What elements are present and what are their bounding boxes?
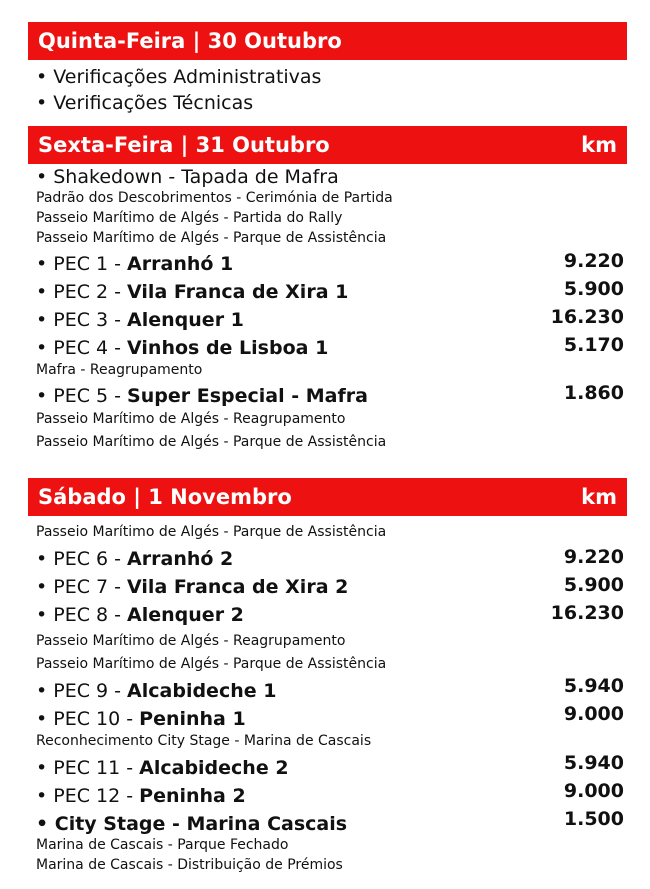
schedule-note: Marina de Cascais - Parque Fechado bbox=[36, 837, 289, 853]
schedule-note: Passeio Marítimo de Algés - Reagrupamento bbox=[36, 411, 346, 427]
stage-name: Vila Franca de Xira 1 bbox=[127, 281, 349, 303]
stage-name: Vinhos de Lisboa 1 bbox=[127, 337, 329, 359]
schedule-note: Passeio Marítimo de Algés - Parque de Assistência bbox=[36, 230, 387, 246]
thursday-header: Quinta-Feira | 30 Outubro bbox=[38, 29, 342, 53]
list-item: • Verificações Técnicas bbox=[36, 92, 254, 114]
stage-row bbox=[36, 311, 244, 330]
stage-name: Peninha 2 bbox=[139, 785, 246, 807]
stage-code: • PEC 12 - bbox=[36, 785, 140, 807]
stage-km: 9.000 bbox=[563, 703, 624, 725]
stage-row bbox=[36, 606, 244, 625]
stage-km: 5.900 bbox=[563, 574, 624, 596]
stage-row bbox=[36, 759, 289, 778]
shakedown-item: • Shakedown - Tapada de Mafra bbox=[36, 166, 339, 188]
stage-name: Alenquer 1 bbox=[127, 309, 244, 331]
stage-code: • PEC 11 - bbox=[36, 757, 140, 779]
stage-name: Super Especial - Mafra bbox=[127, 385, 368, 407]
stage-code: • PEC 4 - bbox=[36, 337, 128, 359]
stage-km: 9.000 bbox=[563, 780, 624, 802]
stage-name: Alenquer 2 bbox=[127, 604, 244, 626]
stage-row bbox=[36, 387, 368, 406]
stage-name: Alcabideche 1 bbox=[127, 680, 277, 702]
stage-code: • bbox=[36, 813, 55, 835]
stage-km: 5.170 bbox=[563, 334, 624, 356]
stage-code: • PEC 6 - bbox=[36, 548, 128, 570]
list-item: • Verificações Administrativas bbox=[36, 66, 322, 88]
km-column-label: km bbox=[581, 133, 617, 157]
schedule-note: Passeio Marítimo de Algés - Parque de Assistência bbox=[36, 524, 387, 540]
friday-header: Sexta-Feira | 31 Outubro bbox=[38, 133, 330, 157]
schedule-note: Mafra - Reagrupamento bbox=[36, 362, 203, 378]
stage-name: Vila Franca de Xira 2 bbox=[127, 576, 349, 598]
stage-km: 16.230 bbox=[550, 602, 624, 624]
friday-header-bar bbox=[28, 126, 627, 164]
stage-code: • PEC 2 - bbox=[36, 281, 128, 303]
stage-name: Alcabideche 2 bbox=[139, 757, 289, 779]
stage-row bbox=[36, 578, 348, 597]
km-column-label: km bbox=[581, 485, 617, 509]
saturday-header-bar bbox=[28, 478, 627, 516]
stage-code: • PEC 5 - bbox=[36, 385, 128, 407]
saturday-header: Sábado | 1 Novembro bbox=[38, 485, 292, 509]
schedule-note: Passeio Marítimo de Algés - Partida do Rally bbox=[36, 210, 343, 226]
stage-row bbox=[36, 283, 348, 302]
stage-code: • PEC 7 - bbox=[36, 576, 128, 598]
stage-km: 16.230 bbox=[550, 306, 624, 328]
stage-row bbox=[36, 682, 276, 701]
stage-name: Arranhó 2 bbox=[127, 548, 234, 570]
stage-km: 1.860 bbox=[563, 382, 624, 404]
stage-row bbox=[36, 255, 233, 274]
schedule-note: Padrão dos Descobrimentos - Cerimónia de Partida bbox=[36, 190, 393, 206]
stage-km: 5.940 bbox=[563, 675, 624, 697]
thursday-header-bar bbox=[28, 22, 627, 60]
stage-code: • PEC 3 - bbox=[36, 309, 128, 331]
schedule-note: Passeio Marítimo de Algés - Parque de Assistência bbox=[36, 656, 387, 672]
stage-code: • PEC 1 - bbox=[36, 253, 128, 275]
stage-km: 5.940 bbox=[563, 752, 624, 774]
stage-km: 9.220 bbox=[563, 546, 624, 568]
stage-row bbox=[36, 550, 233, 569]
stage-row bbox=[36, 339, 328, 358]
schedule-note: Marina de Cascais - Distribuição de Prémios bbox=[36, 857, 343, 873]
stage-row bbox=[36, 710, 246, 729]
stage-km: 1.500 bbox=[563, 808, 624, 830]
stage-row bbox=[36, 787, 246, 806]
stage-code: • PEC 8 - bbox=[36, 604, 128, 626]
stage-code: • PEC 10 - bbox=[36, 708, 140, 730]
stage-code: • PEC 9 - bbox=[36, 680, 128, 702]
schedule-note: Passeio Marítimo de Algés - Reagrupamento bbox=[36, 633, 346, 649]
stage-row bbox=[36, 815, 347, 834]
stage-km: 5.900 bbox=[563, 278, 624, 300]
stage-name: Arranhó 1 bbox=[127, 253, 234, 275]
schedule-note: Passeio Marítimo de Algés - Parque de Assistência bbox=[36, 434, 387, 450]
schedule-note: Reconhecimento City Stage - Marina de Cascais bbox=[36, 733, 372, 749]
stage-km: 9.220 bbox=[563, 250, 624, 272]
stage-name: City Stage - Marina Cascais bbox=[54, 813, 348, 835]
stage-name: Peninha 1 bbox=[139, 708, 246, 730]
